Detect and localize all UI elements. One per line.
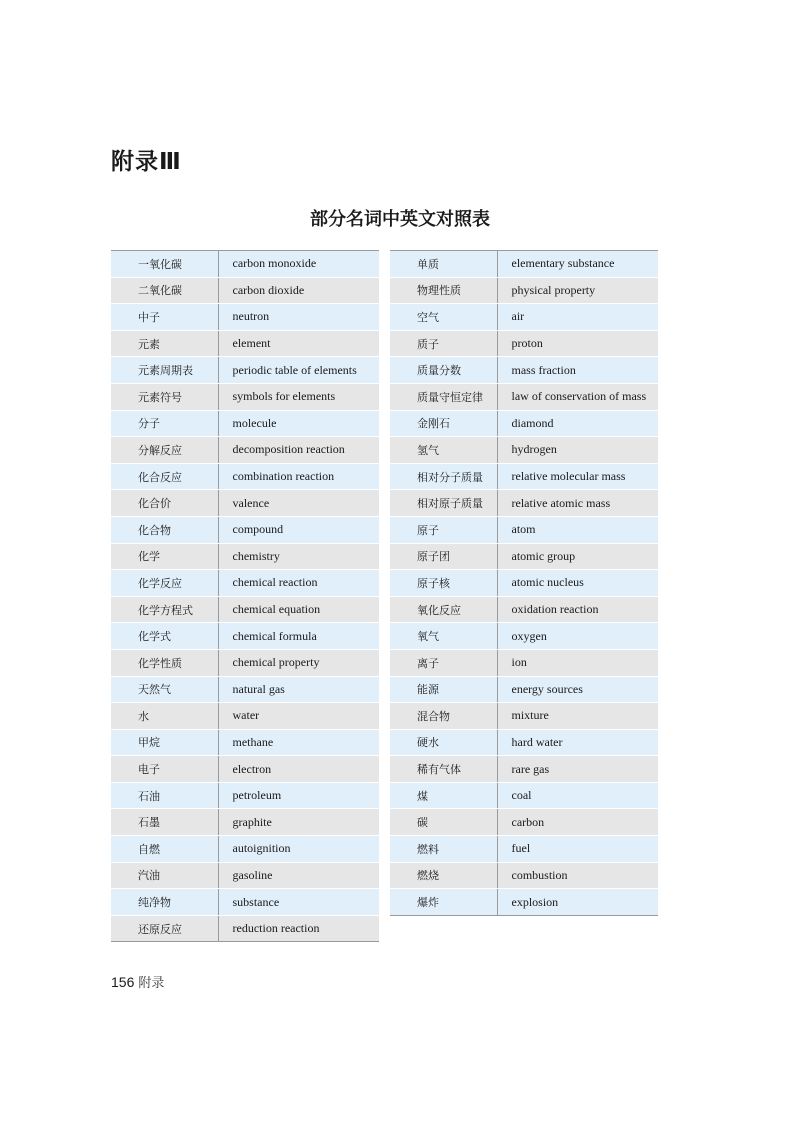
english-term: relative atomic mass [497,490,658,517]
english-term: substance [218,889,379,916]
english-term: decomposition reaction [218,437,379,464]
english-term: atomic group [497,543,658,570]
english-term: valence [218,490,379,517]
english-term: law of conservation of mass [497,383,658,410]
english-term: graphite [218,809,379,836]
chinese-term: 混合物 [390,703,497,730]
chinese-term: 一氧化碳 [111,251,218,278]
chinese-term: 元素周期表 [111,357,218,384]
chinese-term: 原子团 [390,543,497,570]
english-term: oxygen [497,623,658,650]
table-row [390,889,658,916]
chinese-term: 甲烷 [111,729,218,756]
table-row [111,516,379,543]
chinese-term: 煤 [390,782,497,809]
chinese-term: 原子 [390,516,497,543]
english-term: explosion [497,889,658,916]
english-term: methane [218,729,379,756]
english-term: carbon [497,809,658,836]
table-row [111,357,379,384]
chinese-term: 化学性质 [111,649,218,676]
english-term: chemical reaction [218,570,379,597]
table-row [111,836,379,863]
chinese-term: 氢气 [390,437,497,464]
table-row [111,756,379,783]
footer-label: 附录 [138,976,165,991]
table-row [111,782,379,809]
table-row [390,862,658,889]
table-row [390,703,658,730]
table-row [111,383,379,410]
chinese-term: 水 [111,703,218,730]
glossary-table-left [111,250,379,942]
table-row [390,729,658,756]
table-row [390,437,658,464]
english-term: chemical property [218,649,379,676]
chinese-term: 化合物 [111,516,218,543]
table-row [390,543,658,570]
chinese-term: 元素 [111,330,218,357]
english-term: fuel [497,836,658,863]
table-row [111,915,379,942]
english-term: atom [497,516,658,543]
table-row [390,756,658,783]
chinese-term: 氧化反应 [390,596,497,623]
chinese-term: 质量守恒定律 [390,383,497,410]
table-row [390,251,658,278]
english-term: molecule [218,410,379,437]
chinese-term: 化学 [111,543,218,570]
english-term: autoignition [218,836,379,863]
english-term: carbon monoxide [218,251,379,278]
chinese-term: 二氧化碳 [111,277,218,304]
table-row [111,729,379,756]
chinese-term: 单质 [390,251,497,278]
english-term: chemical equation [218,596,379,623]
table-row [111,410,379,437]
table-row [390,490,658,517]
page-footer [111,972,164,991]
chinese-term: 自燃 [111,836,218,863]
english-term: mixture [497,703,658,730]
chinese-term: 质量分数 [390,357,497,384]
english-term: chemistry [218,543,379,570]
english-term: water [218,703,379,730]
english-term: energy sources [497,676,658,703]
table-row [111,570,379,597]
chinese-term: 硬水 [390,729,497,756]
table-row [111,277,379,304]
english-term: chemical formula [218,623,379,650]
chinese-term: 空气 [390,304,497,331]
english-term: neutron [218,304,379,331]
table-row [390,649,658,676]
english-term: oxidation reaction [497,596,658,623]
english-term: combination reaction [218,463,379,490]
table-row [390,330,658,357]
english-term: coal [497,782,658,809]
table-row [111,304,379,331]
table-row [111,543,379,570]
chinese-term: 汽油 [111,862,218,889]
chinese-term: 石油 [111,782,218,809]
chinese-term: 原子核 [390,570,497,597]
english-term: petroleum [218,782,379,809]
english-term: electron [218,756,379,783]
chinese-term: 中子 [111,304,218,331]
table-row [390,277,658,304]
chinese-term: 稀有气体 [390,756,497,783]
chinese-term: 化学方程式 [111,596,218,623]
table-row [111,703,379,730]
table-row [390,463,658,490]
english-term: compound [218,516,379,543]
chinese-term: 相对原子质量 [390,490,497,517]
table-row [390,596,658,623]
english-term: elementary substance [497,251,658,278]
chinese-term: 分子 [111,410,218,437]
table-row [111,596,379,623]
table-row [111,889,379,916]
english-term: gasoline [218,862,379,889]
table-row [390,570,658,597]
table-row [390,516,658,543]
english-term: combustion [497,862,658,889]
table-row [390,836,658,863]
appendix-title: 附录Ⅲ [111,149,182,175]
page-number: 156 [111,974,135,990]
table-row [390,410,658,437]
english-term: physical property [497,277,658,304]
table-row [111,490,379,517]
chinese-term: 金刚石 [390,410,497,437]
chinese-term: 电子 [111,756,218,783]
table-row [111,862,379,889]
chinese-term: 离子 [390,649,497,676]
glossary-table-right [390,250,658,916]
table-row [111,251,379,278]
chinese-term: 元素符号 [111,383,218,410]
table-row [111,463,379,490]
chinese-term: 还原反应 [111,915,218,942]
chinese-term: 化合反应 [111,463,218,490]
chinese-term: 化学反应 [111,570,218,597]
table-row [390,623,658,650]
table-row [111,649,379,676]
english-term: mass fraction [497,357,658,384]
chinese-term: 氧气 [390,623,497,650]
chinese-term: 燃烧 [390,862,497,889]
table-row [111,437,379,464]
table-row [390,304,658,331]
english-term: reduction reaction [218,915,379,942]
chinese-term: 燃料 [390,836,497,863]
english-term: hydrogen [497,437,658,464]
table-row [390,782,658,809]
chinese-term: 能源 [390,676,497,703]
english-term: natural gas [218,676,379,703]
english-term: periodic table of elements [218,357,379,384]
english-term: atomic nucleus [497,570,658,597]
chinese-term: 碳 [390,809,497,836]
english-term: proton [497,330,658,357]
table-row [111,330,379,357]
table-row [390,383,658,410]
english-term: diamond [497,410,658,437]
table-row [390,357,658,384]
chinese-term: 化学式 [111,623,218,650]
english-term: relative molecular mass [497,463,658,490]
english-term: carbon dioxide [218,277,379,304]
chinese-term: 爆炸 [390,889,497,916]
english-term: ion [497,649,658,676]
chinese-term: 质子 [390,330,497,357]
english-term: rare gas [497,756,658,783]
english-term: symbols for elements [218,383,379,410]
chinese-term: 天然气 [111,676,218,703]
table-title: 部分名词中英文对照表 [310,209,490,230]
table-row [390,809,658,836]
chinese-term: 纯净物 [111,889,218,916]
table-row [390,676,658,703]
table-row [111,623,379,650]
english-term: element [218,330,379,357]
table-row [111,809,379,836]
english-term: air [497,304,658,331]
chinese-term: 化合价 [111,490,218,517]
english-term: hard water [497,729,658,756]
chinese-term: 分解反应 [111,437,218,464]
chinese-term: 石墨 [111,809,218,836]
chinese-term: 物理性质 [390,277,497,304]
table-row [111,676,379,703]
chinese-term: 相对分子质量 [390,463,497,490]
